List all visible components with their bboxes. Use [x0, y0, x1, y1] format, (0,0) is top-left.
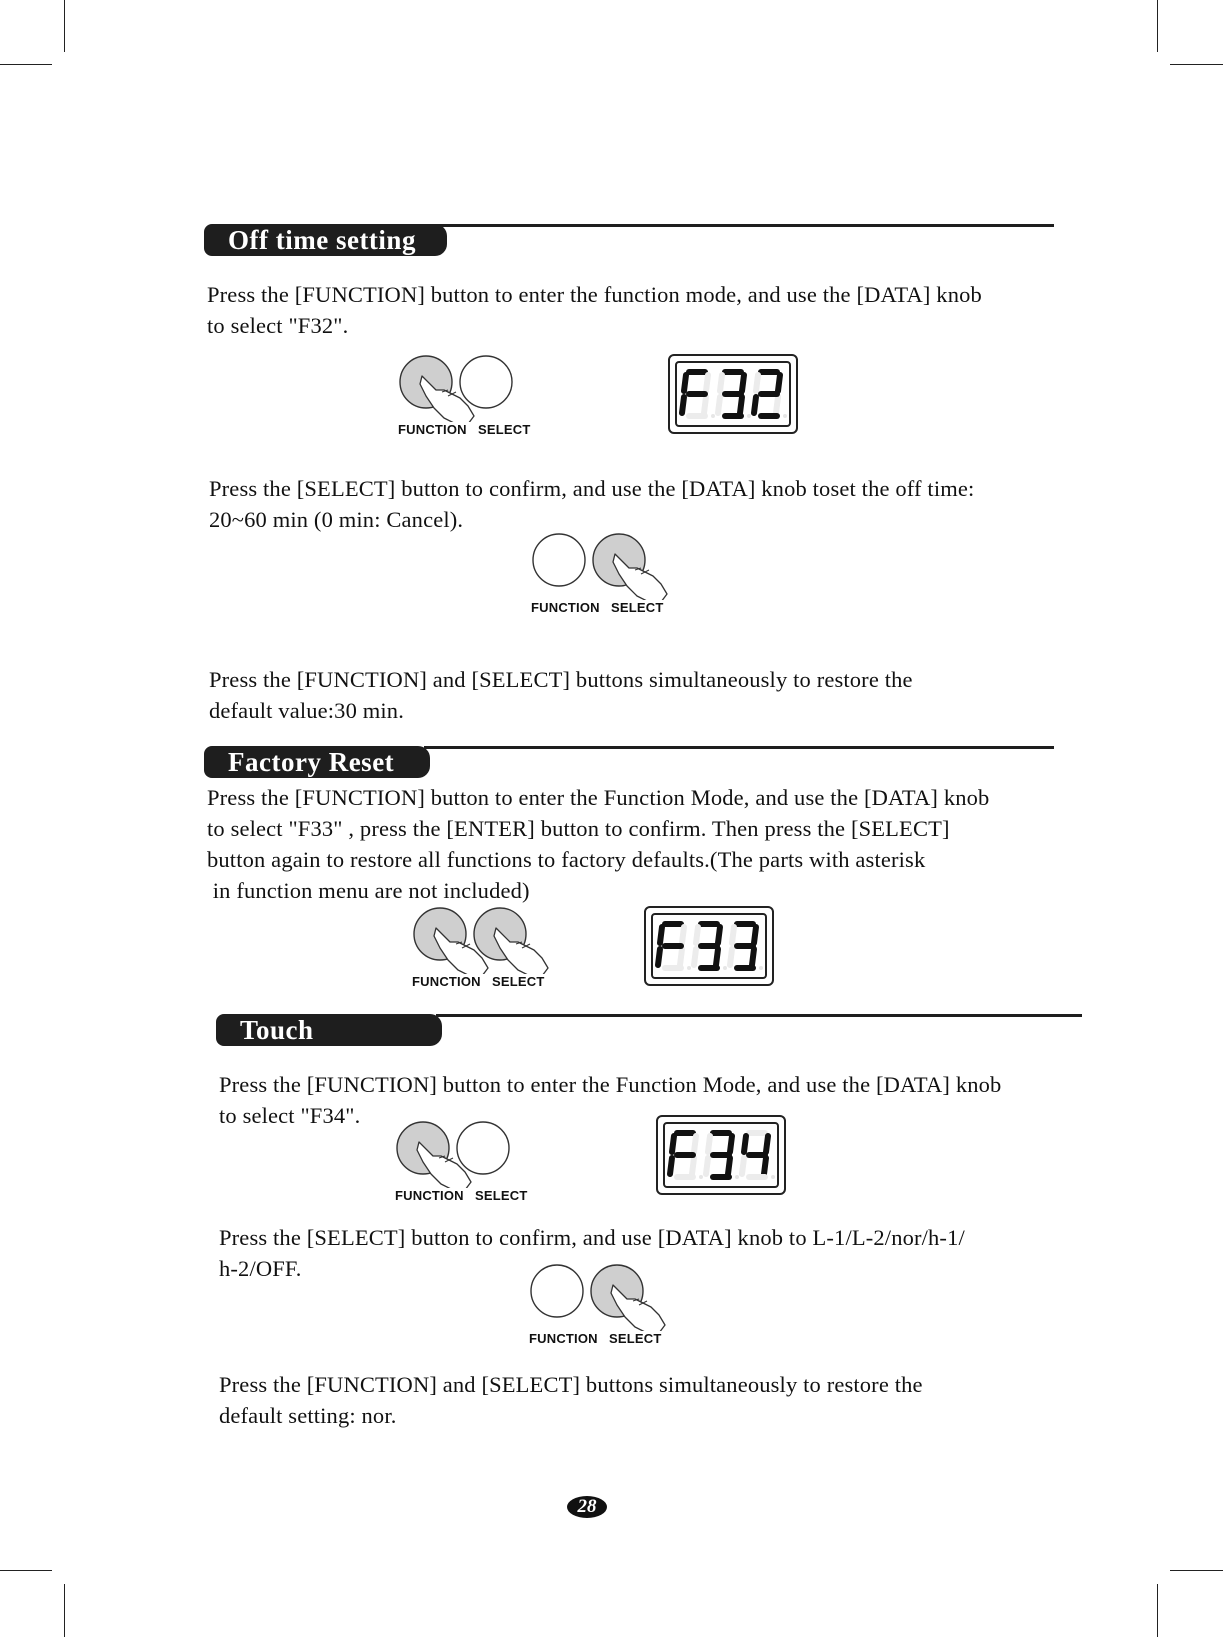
display-segment: [764, 1158, 766, 1174]
section-title: Off time setting: [204, 224, 447, 256]
display-segment: [660, 927, 662, 943]
page-number: 28: [567, 1496, 607, 1518]
function-label: FUNCTION: [398, 422, 467, 437]
section-heading-off-time: [204, 224, 854, 256]
instruction-paragraph: Press the [SELECT] button to confirm, and use [DATA] knob to L-1/L-2/nor/h-1/ h-2/OFF.: [219, 1225, 965, 1281]
display-segment: [754, 397, 756, 413]
crop-mark: [64, 0, 65, 52]
select-label: SELECT: [609, 1331, 662, 1346]
crop-mark: [64, 1584, 65, 1637]
section-title: Factory Reset: [204, 746, 430, 778]
crop-mark: [0, 64, 52, 65]
function-select-buttons: [531, 530, 671, 620]
led-display: [644, 906, 774, 986]
display-segment: [658, 949, 660, 965]
display-segment: [692, 1158, 694, 1174]
display-segment: [708, 1136, 710, 1152]
select-label: SELECT: [611, 600, 664, 615]
display-segment: [706, 1158, 708, 1174]
display-segment: [682, 927, 684, 943]
display-segment: [742, 375, 744, 391]
instruction-paragraph: Press the [FUNCTION] and [SELECT] buttons simultaneously to restore the default value:30 min.: [209, 667, 913, 723]
select-label: SELECT: [478, 422, 531, 437]
display-segment: [720, 375, 722, 391]
round-button-icon: [531, 1265, 583, 1317]
led-display: [668, 354, 798, 434]
section-title: Touch: [216, 1014, 442, 1046]
display-segment: [672, 1136, 674, 1152]
display-segment: [728, 1158, 730, 1174]
crop-mark: [1157, 1584, 1158, 1637]
display-segment: [732, 927, 734, 943]
display-segment: [680, 949, 682, 965]
round-button-icon: [533, 534, 585, 586]
display-segment: [740, 397, 742, 413]
crop-mark: [1157, 0, 1158, 52]
display-segment: [756, 375, 758, 391]
display-segment: [766, 1136, 768, 1152]
display-segment: [704, 397, 706, 413]
round-button-icon: [460, 356, 512, 408]
instruction-paragraph: Press the [FUNCTION] button to enter the Function Mode, and use the [DATA] knob to select "F34".: [219, 1072, 1002, 1128]
function-label: FUNCTION: [529, 1331, 598, 1346]
section-heading-touch: [216, 1014, 866, 1046]
function-label: FUNCTION: [412, 974, 481, 989]
display-segment: [718, 397, 720, 413]
crop-mark: [0, 1570, 52, 1571]
crop-mark: [1170, 1570, 1223, 1571]
display-segment: [730, 949, 732, 965]
function-select-buttons: [398, 352, 538, 442]
display-segment: [706, 375, 708, 391]
function-select-buttons: [412, 904, 552, 994]
display-segment: [696, 927, 698, 943]
crop-mark: [1170, 64, 1223, 65]
display-segment: [718, 927, 720, 943]
instruction-paragraph: Press the [FUNCTION] button to enter the Function Mode, and use the [DATA] knob to select "F33" , press the [ENTER] button to confirm. Then press the [SELECT] button again to restore all functions to factory defaults.(The parts with asterisk in function menu are not included): [207, 785, 990, 903]
display-segment: [682, 397, 684, 413]
section-heading-factory-reset: [204, 746, 854, 778]
display-segment: [716, 949, 718, 965]
select-label: SELECT: [475, 1188, 528, 1203]
heading-rule: [436, 1014, 1082, 1017]
instruction-paragraph: Press the [FUNCTION] and [SELECT] buttons simultaneously to restore the default setting: nor.: [219, 1372, 923, 1428]
instruction-paragraph: Press the [SELECT] button to confirm, and use the [DATA] knob toset the off time: 20~60 min (0 min: Cancel).: [209, 476, 975, 532]
display-segment: [730, 1136, 732, 1152]
function-select-buttons: [529, 1261, 669, 1351]
display-segment: [752, 949, 754, 965]
display-segment: [778, 375, 780, 391]
display-segment: [670, 1158, 672, 1174]
display-segment: [694, 1136, 696, 1152]
function-label: FUNCTION: [531, 600, 600, 615]
display-segment: [744, 1136, 746, 1152]
display-segment: [694, 949, 696, 965]
display-segment: [776, 397, 778, 413]
instruction-paragraph: Press the [FUNCTION] button to enter the function mode, and use the [DATA] knob to select "F32".: [207, 282, 982, 338]
heading-rule: [434, 224, 1054, 227]
select-label: SELECT: [492, 974, 545, 989]
function-label: FUNCTION: [395, 1188, 464, 1203]
display-segment: [684, 375, 686, 391]
led-display: [656, 1115, 786, 1195]
display-segment: [742, 1158, 744, 1174]
heading-rule: [424, 746, 1054, 749]
display-segment: [754, 927, 756, 943]
round-button-icon: [457, 1122, 509, 1174]
function-select-buttons: [395, 1118, 535, 1208]
